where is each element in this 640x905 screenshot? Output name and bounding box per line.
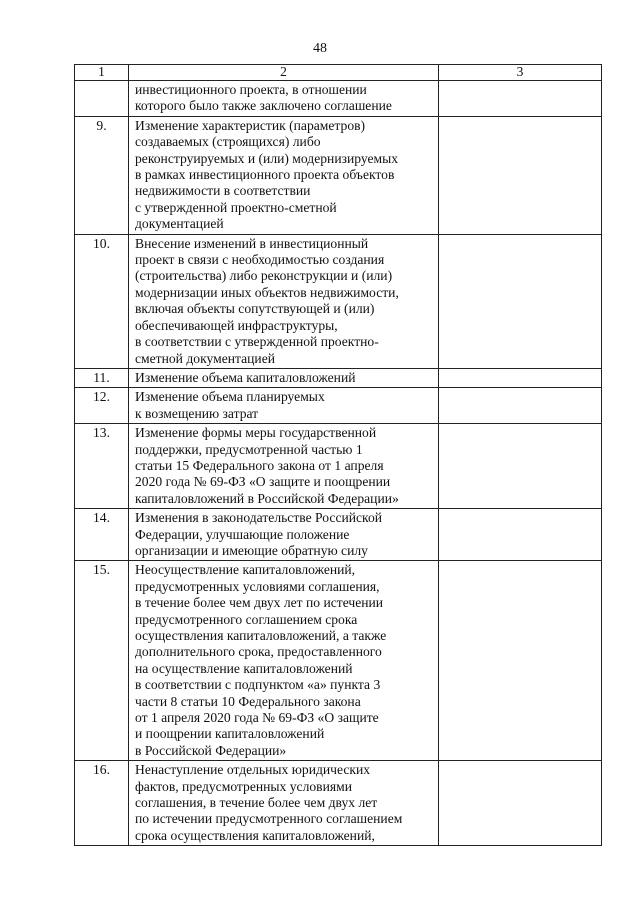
row-number: 10. [75, 234, 129, 368]
row-description: Изменение объема планируемых к возмещению затрат [129, 388, 439, 424]
row-column-3 [439, 509, 602, 561]
row-column-3 [439, 388, 602, 424]
table-row [75, 424, 602, 509]
column-header-3: 3 [439, 65, 602, 81]
row-description: Изменение объема капиталовложений [129, 368, 439, 387]
table-row [75, 234, 602, 368]
row-column-3 [439, 761, 602, 846]
document-table [74, 64, 602, 846]
row-column-3 [439, 234, 602, 368]
row-column-3 [439, 368, 602, 387]
row-description: Ненаступление отдельных юридических фактов, предусмотренных условиями соглашения, в течение более чем двух лет по истечении предусмотренного соглашением срока осуществления капиталовложений, [129, 761, 439, 846]
row-description: Изменения в законодательстве Российской Федерации, улучшающие положение организации и имеющие обратную силу [129, 509, 439, 561]
table-row [75, 561, 602, 761]
row-column-3 [439, 116, 602, 234]
row-number: 12. [75, 388, 129, 424]
row-number: 16. [75, 761, 129, 846]
column-header-1: 1 [75, 65, 129, 81]
row-column-3 [439, 561, 602, 761]
row-number [75, 81, 129, 117]
table-header-row [75, 65, 602, 81]
row-column-3 [439, 424, 602, 509]
row-number: 9. [75, 116, 129, 234]
table-row [75, 368, 602, 387]
row-description: инвестиционного проекта, в отношении которого было также заключено соглашение [129, 81, 439, 117]
column-header-2: 2 [129, 65, 439, 81]
table-row [75, 509, 602, 561]
table-row [75, 81, 602, 117]
row-description: Неосуществление капиталовложений, предусмотренных условиями соглашения, в течение более чем двух лет по истечении предусмотренного соглашением срока осуществления капиталовложений, а также дополнительного срока, предоставленного на осуществление капиталовложений в соответствии с подпунктом «а» пункта 3 части 8 статьи 10 Федерального закона от 1 апреля 2020 года № 69-ФЗ «О защите и поощрении капиталовложений в Российской Федерации» [129, 561, 439, 761]
row-number: 15. [75, 561, 129, 761]
row-description: Внесение изменений в инвестиционный проект в связи с необходимостью создания (строительства) либо реконструкции и (или) модернизации иных объектов недвижимости, включая объекты сопутствующей и (или) обеспечивающей инфраструктуры, в соответствии с утвержденной проектно- сметной документацией [129, 234, 439, 368]
table-row [75, 761, 602, 846]
table-row [75, 116, 602, 234]
row-description: Изменение формы меры государственной поддержки, предусмотренной частью 1 статьи 15 Федерального закона от 1 апреля 2020 года № 69-ФЗ «О защите и поощрении капиталовложений в Российской Федерации» [129, 424, 439, 509]
page-number: 48 [313, 41, 327, 56]
row-column-3 [439, 81, 602, 117]
row-number: 11. [75, 368, 129, 387]
row-number: 13. [75, 424, 129, 509]
table-row [75, 388, 602, 424]
row-description: Изменение характеристик (параметров) создаваемых (строящихся) либо реконструируемых и (или) модернизируемых в рамках инвестиционного проекта объектов недвижимости в соответствии с утвержденной проектно-сметной документацией [129, 116, 439, 234]
row-number: 14. [75, 509, 129, 561]
